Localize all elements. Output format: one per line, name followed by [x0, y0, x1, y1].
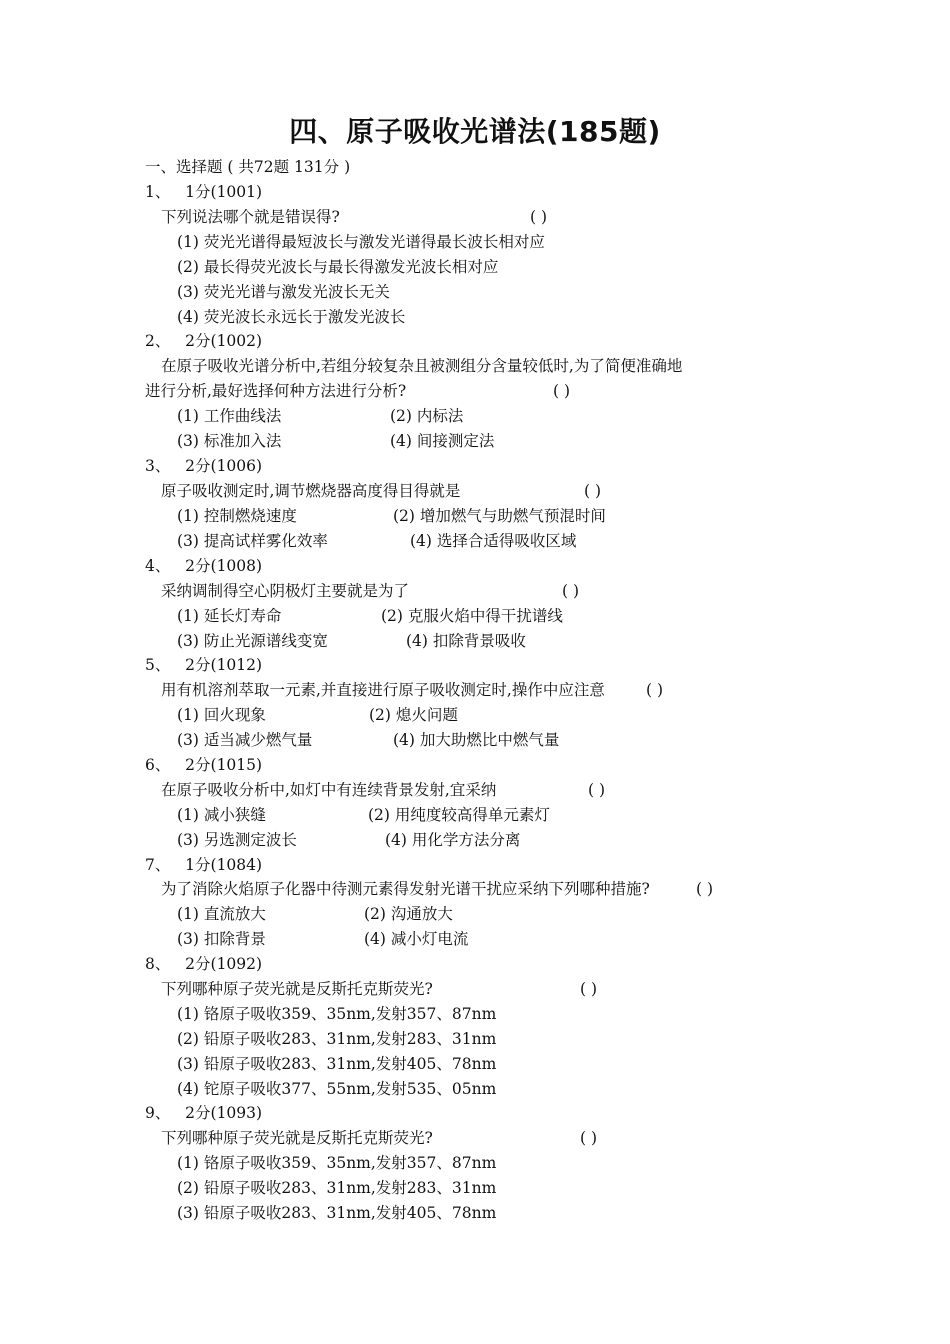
option: (4) 减小灯电流: [364, 930, 469, 948]
option: (2) 熄火问题: [369, 706, 458, 724]
answer-blank: ( ): [530, 208, 548, 226]
question-2-stem-cont: 进行分析,最好选择何种方法进行分析?: [145, 382, 407, 400]
question-7-header: [145, 855, 262, 875]
answer-blank: ( ): [696, 880, 714, 898]
option: (2) 克服火焰中得干扰谱线: [381, 607, 563, 625]
question-3-stem: 原子吸收测定时,调节燃烧器高度得目得就是: [161, 482, 461, 500]
question-8-stem: 下列哪种原子荧光就是反斯托克斯荧光?: [161, 980, 433, 998]
question-3-header: [145, 456, 262, 476]
option: (2) 铅原子吸收283、31nm,发射283、31nm: [177, 1179, 497, 1197]
question-number: 8、: [145, 955, 171, 973]
option: (4) 用化学方法分离: [385, 831, 521, 849]
question-5-header: [145, 655, 262, 675]
question-score: 2分(1002): [185, 332, 263, 350]
option: (1) 延长灯寿命: [177, 607, 282, 625]
question-score: 1分(1001): [185, 183, 263, 201]
option: (4) 荧光波长永远长于激发光波长: [177, 308, 406, 326]
option: (1) 直流放大: [177, 905, 266, 923]
question-number: 3、: [145, 457, 171, 475]
question-1-header: [145, 182, 262, 202]
option: (1) 减小狭缝: [177, 806, 266, 824]
option: (3) 荧光光谱与激发光波长无关: [177, 283, 390, 301]
question-score: 2分(1092): [185, 955, 263, 973]
question-4-stem: 采纳调制得空心阴极灯主要就是为了: [161, 582, 410, 600]
answer-blank: ( ): [553, 382, 571, 400]
section-header: 一、选择题 ( 共72题 131分 ): [145, 158, 351, 176]
option: (1) 铬原子吸收359、35nm,发射357、87nm: [177, 1005, 497, 1023]
question-score: 2分(1012): [185, 656, 263, 674]
question-8-header: [145, 954, 262, 974]
option: (1) 控制燃烧速度: [177, 507, 297, 525]
answer-blank: ( ): [584, 482, 602, 500]
question-6-header: [145, 755, 262, 775]
option: (4) 选择合适得吸收区域: [410, 532, 577, 550]
answer-blank: ( ): [580, 980, 598, 998]
option: (1) 回火现象: [177, 706, 266, 724]
question-5-stem: 用有机溶剂萃取一元素,并直接进行原子吸收测定时,操作中应注意: [161, 681, 605, 699]
question-score: 1分(1084): [185, 856, 263, 874]
option: (3) 防止光源谱线变宽: [177, 632, 328, 650]
question-score: 2分(1015): [185, 756, 263, 774]
question-number: 6、: [145, 756, 171, 774]
question-6-stem: 在原子吸收分析中,如灯中有连续背景发射,宜采纳: [161, 781, 497, 799]
option: (3) 铅原子吸收283、31nm,发射405、78nm: [177, 1055, 497, 1073]
answer-blank: ( ): [588, 781, 606, 799]
option: (3) 标准加入法: [177, 432, 282, 450]
question-1-stem: 下列说法哪个就是错误得?: [161, 208, 340, 226]
question-score: 2分(1093): [185, 1104, 263, 1122]
answer-blank: ( ): [562, 582, 580, 600]
question-number: 1、: [145, 183, 171, 201]
option: (3) 扣除背景: [177, 930, 266, 948]
option: (2) 最长得荧光波长与最长得激发光波长相对应: [177, 258, 499, 276]
question-7-stem: 为了消除火焰原子化器中待测元素得发射光谱干扰应采纳下列哪种措施?: [161, 880, 650, 898]
option: (3) 适当减少燃气量: [177, 731, 313, 749]
answer-blank: ( ): [580, 1129, 598, 1147]
question-number: 4、: [145, 557, 171, 575]
option: (4) 间接测定法: [390, 432, 495, 450]
question-number: 9、: [145, 1104, 171, 1122]
document-title: 四、原子吸收光谱法(185题): [289, 115, 661, 148]
answer-blank: ( ): [646, 681, 664, 699]
option: (2) 增加燃气与助燃气预混时间: [393, 507, 606, 525]
question-2-stem: 在原子吸收光谱分析中,若组分较复杂且被测组分含量较低时,为了简便准确地: [161, 357, 683, 375]
question-2-header: [145, 331, 262, 351]
option: (3) 铅原子吸收283、31nm,发射405、78nm: [177, 1204, 497, 1222]
question-4-header: [145, 556, 262, 576]
option: (3) 提高试样雾化效率: [177, 532, 328, 550]
option: (2) 内标法: [390, 407, 464, 425]
question-score: 2分(1006): [185, 457, 263, 475]
option: (2) 铅原子吸收283、31nm,发射283、31nm: [177, 1030, 497, 1048]
option: (4) 铊原子吸收377、55nm,发射535、05nm: [177, 1080, 497, 1098]
option: (1) 荧光光谱得最短波长与激发光谱得最长波长相对应: [177, 233, 545, 251]
option: (1) 工作曲线法: [177, 407, 282, 425]
question-number: 7、: [145, 856, 171, 874]
question-number: 5、: [145, 656, 171, 674]
option: (2) 用纯度较高得单元素灯: [368, 806, 550, 824]
question-number: 2、: [145, 332, 171, 350]
option: (2) 沟通放大: [364, 905, 453, 923]
question-score: 2分(1008): [185, 557, 263, 575]
option: (1) 铬原子吸收359、35nm,发射357、87nm: [177, 1154, 497, 1172]
question-9-stem: 下列哪种原子荧光就是反斯托克斯荧光?: [161, 1129, 433, 1147]
option: (3) 另选测定波长: [177, 831, 297, 849]
option: (4) 扣除背景吸收: [406, 632, 526, 650]
option: (4) 加大助燃比中燃气量: [393, 731, 560, 749]
question-9-header: [145, 1103, 262, 1123]
